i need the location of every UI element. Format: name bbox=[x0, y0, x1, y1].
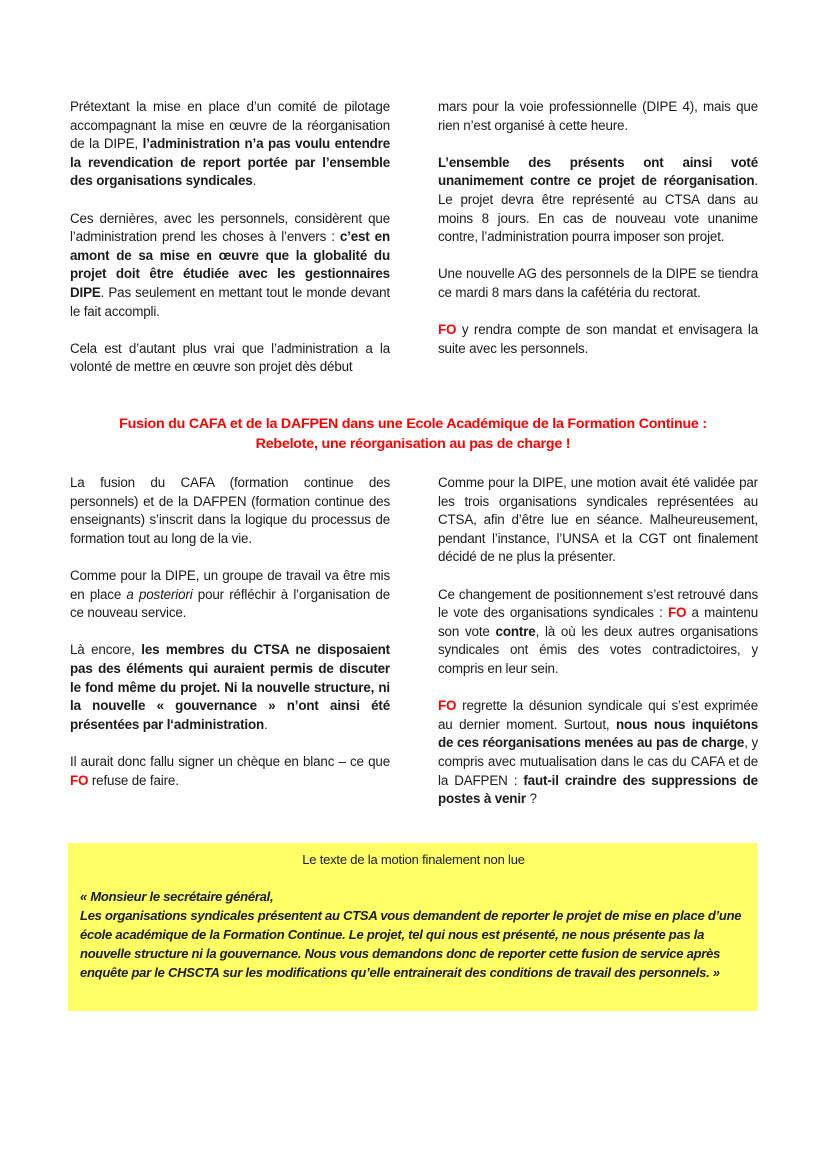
text-run: Là encore, bbox=[70, 642, 142, 658]
text-run: mars pour la voie professionnelle (DIPE 4), mais que rien n’est organisé à cette heure. bbox=[438, 99, 758, 133]
motion-salutation: « Monsieur le secrétaire général, bbox=[80, 889, 274, 904]
paragraph bbox=[70, 340, 390, 377]
paragraph bbox=[70, 210, 390, 322]
text-run: , là où les deux autres organisations syndicales ont émis des votes contradictoires, y compris en leur sein. bbox=[438, 623, 758, 676]
section2-heading-line2: Rebelote, une réorganisation au pas de charge ! bbox=[255, 436, 571, 452]
paragraph bbox=[70, 753, 390, 790]
section2-heading-line1: Fusion du CAFA et de la DAFPEN dans une Ecole Académique de la Formation Continue : bbox=[119, 416, 707, 432]
text-run: . bbox=[264, 716, 268, 732]
section2-right-column bbox=[438, 474, 758, 809]
text-run: La fusion du CAFA (formation continue des personnels) et de la DAFPEN (formation continue des enseignants) s’inscrit dans la logique du processus de formation tout au long de la vie. bbox=[70, 475, 390, 546]
motion-body: Les organisations syndicales présentent au CTSA vous demandent de reporter le projet de mise en place d’une école académique de la Formation Continue. Le projet, tel qui nous est présenté, ne nous présente pas la nouvelle structure ni la gouvernance. Nous vous demandons donc de reporter cette fusion de service après enquête par le CHSCTA sur les modifications qu’elle entrainerait des conditions de travail des personnels. » bbox=[80, 908, 742, 980]
text-run: pour réfléchir à l’organisation de ce nouveau service. bbox=[70, 586, 391, 621]
text-run: Comme pour la DIPE, un groupe de travail va être mis en place bbox=[70, 567, 390, 602]
text-run: . Le projet devra être représenté au CTSA dans au moins 8 jours. En cas de nouveau vote unanime contre, l’administration pourra imposer son projet. bbox=[438, 173, 758, 245]
motion-text bbox=[80, 887, 747, 982]
text-run: regrette la désunion syndicale qui s’est exprimée au dernier moment. Surtout, bbox=[438, 698, 758, 732]
paragraph bbox=[438, 697, 758, 809]
paragraph bbox=[70, 567, 390, 623]
text-run: c’est en amont de sa mise en œuvre que la globalité du projet doit être étudiée avec les gestionnaires DIPE bbox=[70, 229, 391, 300]
fo-label: FO bbox=[70, 772, 89, 788]
paragraph bbox=[438, 154, 758, 247]
text-run: ? bbox=[525, 791, 537, 807]
text-run: contre bbox=[495, 623, 536, 639]
text-run: l’administration n’a pas voulu entendre la revendication de report portée par l’ensemble des organisations syndicales bbox=[70, 136, 390, 189]
text-run: y rendra compte de son mandat et envisagera la suite avec les personnels. bbox=[438, 322, 758, 356]
text-run: faut-il craindre des suppressions de postes à venir bbox=[438, 772, 758, 807]
text-run: . bbox=[252, 173, 257, 189]
motion-box bbox=[68, 843, 757, 1011]
text-run: Prétextant la mise en place d’un comité de pilotage accompagnant la mise en œuvre de la réorganisation de la DIPE, bbox=[70, 99, 390, 152]
section1-left-column bbox=[70, 98, 390, 377]
paragraph bbox=[438, 321, 758, 358]
section2-left-column bbox=[70, 474, 390, 790]
fo-label: FO bbox=[438, 698, 457, 714]
text-run: les membres du CTSA ne disposaient pas des éléments qui auraient permis de discuter le fond même du projet. Ni la nouvelle structure, ni la nouvelle « gouvernance » n’ont ainsi été présentées par l‘administration bbox=[70, 642, 390, 732]
fo-label: FO bbox=[438, 322, 457, 338]
text-run: , y compris avec mutualisation dans le cas du CAFA et de la DAFPEN : bbox=[438, 735, 758, 788]
text-run: Il aurait donc fallu signer un chèque en blanc – ce que bbox=[70, 753, 390, 769]
text-run: Ce changement de positionnement s’est retrouvé dans le vote des organisations syndicales : bbox=[438, 586, 758, 621]
section2-heading bbox=[60, 414, 766, 454]
text-run: Une nouvelle AG des personnels de la DIPE se tiendra ce mardi 8 mars dans la cafétéria du rectorat. bbox=[438, 266, 758, 300]
text-run: a maintenu son vote bbox=[438, 605, 758, 639]
section1-right-column bbox=[438, 98, 758, 358]
text-run: a posteriori bbox=[126, 586, 193, 602]
paragraph bbox=[438, 98, 758, 135]
paragraph bbox=[438, 474, 758, 567]
text-run: . Pas seulement en mettant tout le monde devant le fait accompli. bbox=[70, 284, 390, 319]
motion-title: Le texte de la motion finalement non lue bbox=[302, 852, 525, 867]
paragraph bbox=[438, 265, 758, 302]
paragraph bbox=[70, 474, 390, 548]
paragraph bbox=[70, 641, 390, 734]
text-run: Ces dernières, avec les personnels, considèrent que l’administration prend les choses à l’envers : bbox=[70, 210, 390, 245]
text-run: L’ensemble des présents ont ainsi voté unanimement contre ce projet de réorganisation bbox=[438, 154, 758, 189]
paragraph bbox=[70, 98, 390, 191]
text-run: nous nous inquiétons de ces réorganisations menées au pas de charge bbox=[438, 716, 759, 751]
paragraph bbox=[438, 586, 758, 679]
text-run: Cela est d’autant plus vrai que l’administration a la volonté de mettre en œuvre son projet dès début bbox=[70, 340, 390, 375]
text-run: refuse de faire. bbox=[88, 772, 179, 788]
text-run: Comme pour la DIPE, une motion avait été validée par les trois organisations syndicales représentées au CTSA, afin d’être lue en séance. Malheureusement, pendant l’instance, l’UNSA et la CGT ont finalement décidé de ne plus la présenter. bbox=[438, 475, 758, 565]
fo-label: FO bbox=[667, 605, 687, 621]
